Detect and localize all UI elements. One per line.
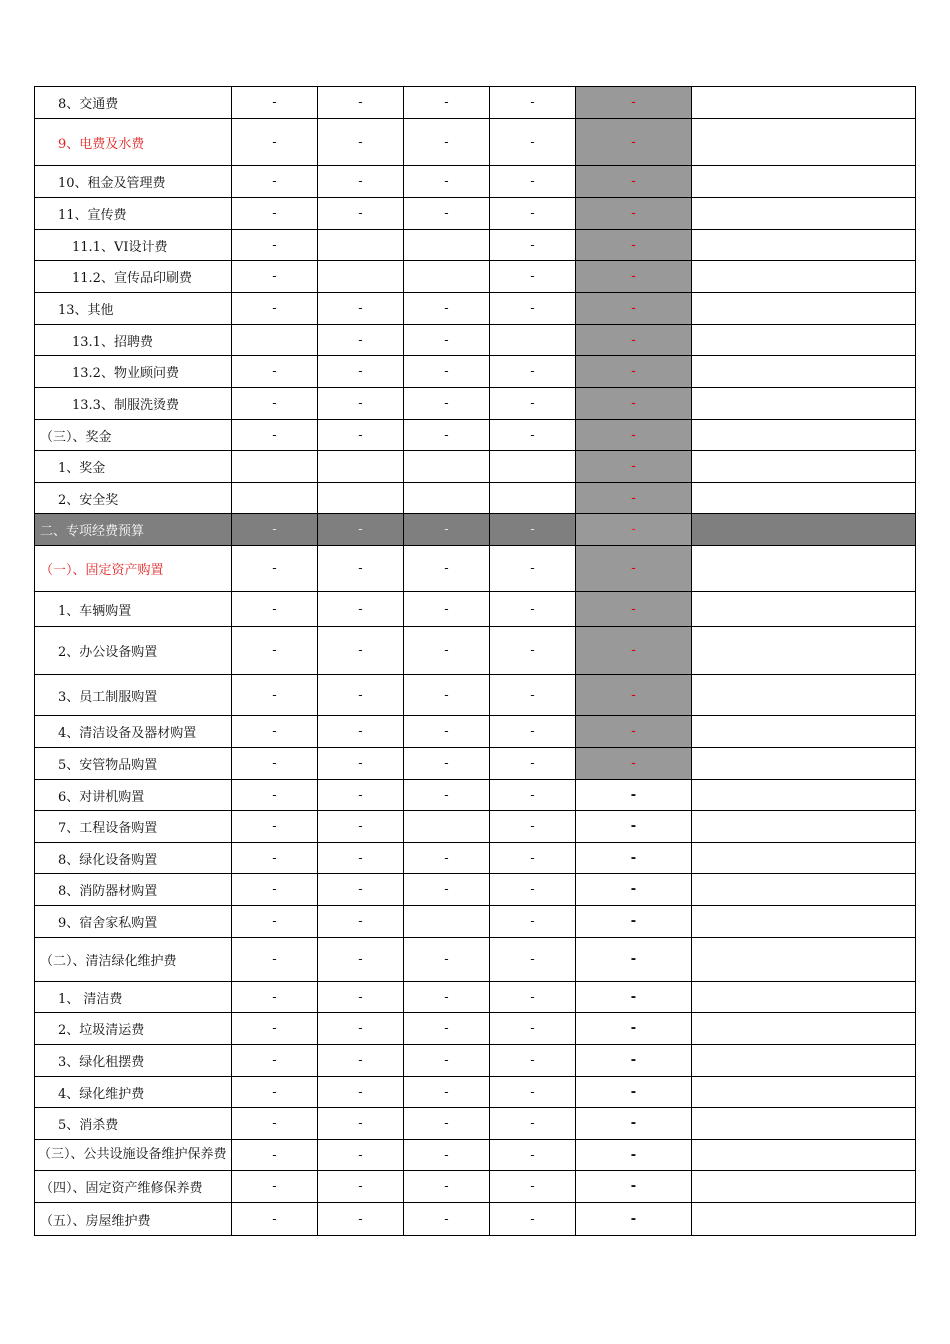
table-row	[35, 906, 916, 938]
amount-cell: -	[232, 982, 318, 1013]
amount-cell: -	[318, 811, 404, 843]
total-cell: -	[576, 1108, 692, 1140]
row-label: 11、宣传费	[35, 198, 232, 230]
amount-cell: -	[232, 420, 318, 451]
table-row	[35, 230, 916, 261]
amount-cell: -	[232, 1171, 318, 1203]
table-row	[35, 748, 916, 780]
amount-cell: -	[490, 1077, 576, 1108]
table-row	[35, 874, 916, 906]
table-row	[35, 1203, 916, 1236]
amount-cell: -	[232, 1045, 318, 1077]
table-row	[35, 1108, 916, 1140]
amount-cell: -	[404, 119, 490, 166]
amount-cell: -	[318, 87, 404, 119]
amount-cell: -	[490, 716, 576, 748]
amount-cell: -	[490, 356, 576, 388]
table-row	[35, 198, 916, 230]
row-label: 8、绿化设备购置	[35, 843, 232, 874]
amount-cell: -	[232, 627, 318, 675]
amount-cell: -	[404, 198, 490, 230]
amount-cell: -	[318, 166, 404, 198]
amount-cell: -	[404, 1077, 490, 1108]
amount-cell: -	[404, 874, 490, 906]
row-label: 13.2、物业顾问费	[35, 356, 232, 388]
remark-cell	[692, 1203, 916, 1236]
row-label: 13.3、制服洗烫费	[35, 388, 232, 420]
amount-cell: -	[490, 1013, 576, 1045]
row-label: 13.1、招聘费	[35, 325, 232, 356]
amount-cell: -	[318, 420, 404, 451]
amount-cell: -	[232, 1203, 318, 1236]
remark-cell	[692, 388, 916, 420]
total-cell: -	[576, 938, 692, 982]
amount-cell: -	[404, 843, 490, 874]
remark-cell	[692, 87, 916, 119]
amount-cell: -	[404, 780, 490, 811]
table-row	[35, 780, 916, 811]
remark-cell	[692, 483, 916, 514]
row-label: （三）、公共设施设备维护保养费	[35, 1140, 232, 1171]
table-row	[35, 592, 916, 627]
remark-cell	[692, 119, 916, 166]
amount-cell: -	[318, 1108, 404, 1140]
amount-cell: -	[232, 388, 318, 420]
row-label: （四）、固定资产维修保养费	[35, 1171, 232, 1203]
amount-cell: -	[318, 198, 404, 230]
amount-cell: -	[232, 1077, 318, 1108]
amount-cell: -	[232, 514, 318, 546]
remark-cell	[692, 230, 916, 261]
amount-cell: -	[232, 1108, 318, 1140]
total-cell: -	[576, 451, 692, 483]
amount-cell: -	[404, 1013, 490, 1045]
table-row	[35, 483, 916, 514]
amount-cell: -	[318, 325, 404, 356]
row-label: 9、电费及水费	[35, 119, 232, 166]
table-row	[35, 1140, 916, 1171]
remark-cell	[692, 906, 916, 938]
row-label: （一）、固定资产购置	[35, 546, 232, 592]
amount-cell: -	[232, 1140, 318, 1171]
row-label: 11.2、宣传品印刷费	[35, 261, 232, 293]
amount-cell: -	[404, 87, 490, 119]
row-label: 二、专项经费预算	[35, 514, 232, 546]
amount-cell: -	[232, 356, 318, 388]
amount-cell	[318, 483, 404, 514]
row-label: 2、垃圾清运费	[35, 1013, 232, 1045]
remark-cell	[692, 261, 916, 293]
amount-cell: -	[490, 119, 576, 166]
amount-cell: -	[490, 1140, 576, 1171]
table-row	[35, 938, 916, 982]
amount-cell: -	[490, 811, 576, 843]
row-label: 4、绿化维护费	[35, 1077, 232, 1108]
remark-cell	[692, 451, 916, 483]
amount-cell: -	[232, 592, 318, 627]
table-row	[35, 261, 916, 293]
amount-cell: -	[232, 811, 318, 843]
amount-cell	[490, 325, 576, 356]
amount-cell: -	[318, 388, 404, 420]
total-cell: -	[576, 1045, 692, 1077]
remark-cell	[692, 675, 916, 716]
amount-cell: -	[318, 1171, 404, 1203]
amount-cell: -	[232, 261, 318, 293]
table-row	[35, 716, 916, 748]
total-cell: -	[576, 483, 692, 514]
amount-cell: -	[490, 1203, 576, 1236]
total-cell: -	[576, 811, 692, 843]
remark-cell	[692, 546, 916, 592]
amount-cell: -	[232, 874, 318, 906]
amount-cell: -	[232, 748, 318, 780]
amount-cell: -	[318, 1045, 404, 1077]
amount-cell: -	[490, 938, 576, 982]
table-row	[35, 546, 916, 592]
table-row	[35, 325, 916, 356]
table-row	[35, 1077, 916, 1108]
amount-cell: -	[232, 906, 318, 938]
amount-cell: -	[318, 546, 404, 592]
row-label: 6、对讲机购置	[35, 780, 232, 811]
amount-cell: -	[404, 166, 490, 198]
remark-cell	[692, 198, 916, 230]
amount-cell	[404, 811, 490, 843]
amount-cell: -	[404, 982, 490, 1013]
total-cell: -	[576, 716, 692, 748]
total-cell: -	[576, 261, 692, 293]
amount-cell	[232, 483, 318, 514]
amount-cell: -	[490, 388, 576, 420]
amount-cell: -	[490, 675, 576, 716]
amount-cell: -	[232, 716, 318, 748]
total-cell: -	[576, 1203, 692, 1236]
amount-cell: -	[318, 938, 404, 982]
amount-cell: -	[318, 1013, 404, 1045]
budget-table	[34, 86, 916, 1236]
amount-cell: -	[490, 546, 576, 592]
amount-cell	[318, 230, 404, 261]
amount-cell: -	[490, 230, 576, 261]
amount-cell: -	[490, 166, 576, 198]
row-label: （五）、房屋维护费	[35, 1203, 232, 1236]
total-cell: -	[576, 627, 692, 675]
amount-cell: -	[490, 780, 576, 811]
total-cell: -	[576, 982, 692, 1013]
remark-cell	[692, 982, 916, 1013]
row-label: 11.1、VI设计费	[35, 230, 232, 261]
table-row	[35, 1045, 916, 1077]
remark-cell	[692, 748, 916, 780]
amount-cell: -	[318, 627, 404, 675]
amount-cell: -	[404, 1171, 490, 1203]
amount-cell: -	[318, 843, 404, 874]
amount-cell: -	[232, 293, 318, 325]
table-row	[35, 982, 916, 1013]
amount-cell	[404, 483, 490, 514]
remark-cell	[692, 293, 916, 325]
amount-cell: -	[404, 716, 490, 748]
amount-cell: -	[318, 675, 404, 716]
remark-cell	[692, 1108, 916, 1140]
row-label: 3、员工制服购置	[35, 675, 232, 716]
amount-cell: -	[318, 293, 404, 325]
total-cell: -	[576, 420, 692, 451]
remark-cell	[692, 811, 916, 843]
amount-cell: -	[232, 119, 318, 166]
remark-cell	[692, 592, 916, 627]
remark-cell	[692, 1013, 916, 1045]
amount-cell: -	[404, 938, 490, 982]
remark-cell	[692, 1140, 916, 1171]
amount-cell: -	[318, 716, 404, 748]
row-label: 8、交通费	[35, 87, 232, 119]
amount-cell: -	[490, 420, 576, 451]
total-cell: -	[576, 546, 692, 592]
amount-cell: -	[404, 356, 490, 388]
amount-cell: -	[232, 1013, 318, 1045]
total-cell: -	[576, 592, 692, 627]
total-cell: -	[576, 87, 692, 119]
table-row	[35, 1171, 916, 1203]
amount-cell: -	[490, 592, 576, 627]
total-cell: -	[576, 356, 692, 388]
amount-cell: -	[404, 293, 490, 325]
remark-cell	[692, 420, 916, 451]
total-cell: -	[576, 166, 692, 198]
amount-cell: -	[404, 1045, 490, 1077]
amount-cell: -	[490, 627, 576, 675]
amount-cell: -	[404, 592, 490, 627]
remark-cell	[692, 166, 916, 198]
total-cell: -	[576, 843, 692, 874]
amount-cell: -	[232, 780, 318, 811]
amount-cell: -	[490, 843, 576, 874]
row-label: （三）、奖金	[35, 420, 232, 451]
amount-cell	[404, 230, 490, 261]
amount-cell	[490, 483, 576, 514]
row-label: 5、消杀费	[35, 1108, 232, 1140]
remark-cell	[692, 514, 916, 546]
amount-cell	[404, 451, 490, 483]
row-label: 1、车辆购置	[35, 592, 232, 627]
amount-cell: -	[490, 87, 576, 119]
amount-cell	[318, 451, 404, 483]
amount-cell: -	[318, 514, 404, 546]
remark-cell	[692, 780, 916, 811]
amount-cell: -	[232, 546, 318, 592]
total-cell: -	[576, 906, 692, 938]
amount-cell: -	[490, 293, 576, 325]
amount-cell: -	[318, 982, 404, 1013]
row-label: 7、工程设备购置	[35, 811, 232, 843]
table-row	[35, 356, 916, 388]
row-label: 10、租金及管理费	[35, 166, 232, 198]
amount-cell: -	[318, 119, 404, 166]
amount-cell: -	[490, 906, 576, 938]
table-row	[35, 843, 916, 874]
amount-cell: -	[404, 748, 490, 780]
total-cell: -	[576, 748, 692, 780]
amount-cell: -	[490, 1171, 576, 1203]
remark-cell	[692, 356, 916, 388]
amount-cell: -	[404, 1140, 490, 1171]
table-row	[35, 675, 916, 716]
remark-cell	[692, 716, 916, 748]
amount-cell	[490, 451, 576, 483]
table-row	[35, 627, 916, 675]
row-label: 1、 清洁费	[35, 982, 232, 1013]
row-label: 1、奖金	[35, 451, 232, 483]
amount-cell: -	[404, 514, 490, 546]
amount-cell: -	[490, 874, 576, 906]
amount-cell: -	[490, 514, 576, 546]
total-cell: -	[576, 119, 692, 166]
table-row	[35, 420, 916, 451]
table-row	[35, 293, 916, 325]
amount-cell: -	[318, 1077, 404, 1108]
total-cell: -	[576, 1013, 692, 1045]
total-cell: -	[576, 874, 692, 906]
amount-cell: -	[232, 843, 318, 874]
amount-cell	[404, 261, 490, 293]
total-cell: -	[576, 293, 692, 325]
table-row	[35, 166, 916, 198]
remark-cell	[692, 1045, 916, 1077]
amount-cell: -	[318, 356, 404, 388]
row-label: 9、宿舍家私购置	[35, 906, 232, 938]
remark-cell	[692, 843, 916, 874]
total-cell: -	[576, 198, 692, 230]
amount-cell: -	[232, 938, 318, 982]
amount-cell	[232, 325, 318, 356]
amount-cell: -	[490, 198, 576, 230]
amount-cell: -	[232, 87, 318, 119]
amount-cell: -	[232, 198, 318, 230]
table-row	[35, 811, 916, 843]
row-label: 13、其他	[35, 293, 232, 325]
budget-table-body	[35, 87, 916, 1236]
amount-cell: -	[318, 748, 404, 780]
table-row	[35, 451, 916, 483]
remark-cell	[692, 938, 916, 982]
amount-cell: -	[404, 325, 490, 356]
amount-cell: -	[232, 230, 318, 261]
remark-cell	[692, 627, 916, 675]
row-label: 2、办公设备购置	[35, 627, 232, 675]
amount-cell: -	[404, 546, 490, 592]
remark-cell	[692, 874, 916, 906]
row-label: 2、安全奖	[35, 483, 232, 514]
row-label: 5、安管物品购置	[35, 748, 232, 780]
table-row	[35, 87, 916, 119]
amount-cell: -	[490, 261, 576, 293]
total-cell: -	[576, 780, 692, 811]
amount-cell: -	[318, 906, 404, 938]
amount-cell: -	[490, 982, 576, 1013]
table-row	[35, 1013, 916, 1045]
amount-cell: -	[404, 388, 490, 420]
total-cell: -	[576, 675, 692, 716]
total-cell: -	[576, 230, 692, 261]
amount-cell	[318, 261, 404, 293]
amount-cell: -	[490, 1108, 576, 1140]
amount-cell: -	[318, 780, 404, 811]
amount-cell: -	[318, 1140, 404, 1171]
amount-cell: -	[232, 675, 318, 716]
row-label: 8、消防器材购置	[35, 874, 232, 906]
table-row	[35, 388, 916, 420]
amount-cell: -	[404, 675, 490, 716]
total-cell: -	[576, 325, 692, 356]
total-cell: -	[576, 514, 692, 546]
table-row	[35, 119, 916, 166]
amount-cell: -	[232, 166, 318, 198]
section-header-row	[35, 514, 916, 546]
total-cell: -	[576, 1077, 692, 1108]
amount-cell: -	[404, 1108, 490, 1140]
row-label: 4、清洁设备及器材购置	[35, 716, 232, 748]
amount-cell: -	[490, 748, 576, 780]
amount-cell: -	[404, 627, 490, 675]
row-label: 3、绿化租摆费	[35, 1045, 232, 1077]
amount-cell: -	[490, 1045, 576, 1077]
total-cell: -	[576, 1171, 692, 1203]
amount-cell	[232, 451, 318, 483]
row-label: （二）、清洁绿化维护费	[35, 938, 232, 982]
amount-cell: -	[318, 874, 404, 906]
amount-cell: -	[318, 1203, 404, 1236]
remark-cell	[692, 1077, 916, 1108]
total-cell: -	[576, 388, 692, 420]
total-cell: -	[576, 1140, 692, 1171]
amount-cell	[404, 906, 490, 938]
amount-cell: -	[318, 592, 404, 627]
remark-cell	[692, 1171, 916, 1203]
amount-cell: -	[404, 1203, 490, 1236]
amount-cell: -	[404, 420, 490, 451]
remark-cell	[692, 325, 916, 356]
